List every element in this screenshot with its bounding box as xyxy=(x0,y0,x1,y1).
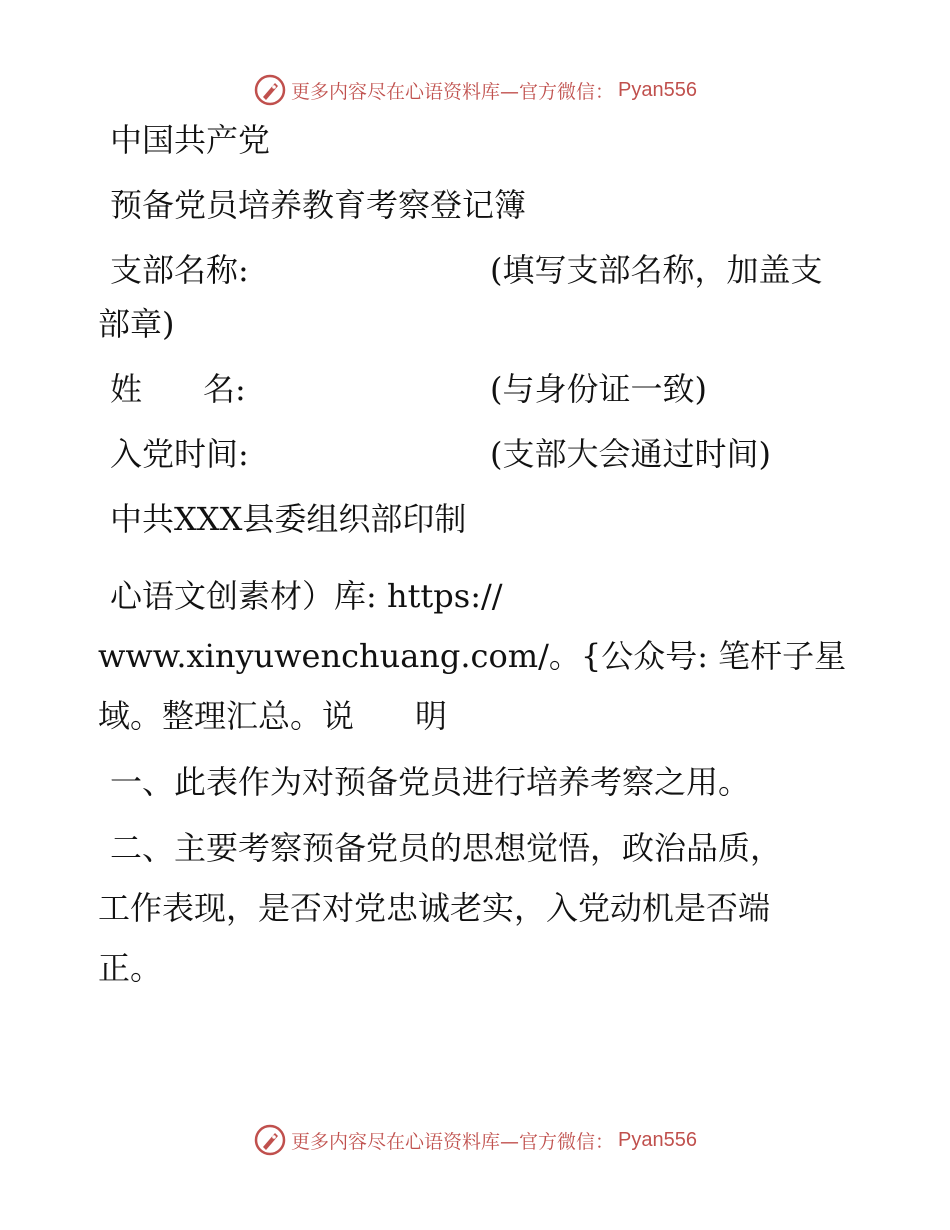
document-title: 预备党员培养教育考察登记簿 xyxy=(110,185,527,224)
pen-nib-icon xyxy=(253,1123,287,1157)
ad-block xyxy=(98,566,858,746)
banner-text: 更多内容尽在心语资料库—官方微信： xyxy=(291,1130,615,1153)
field-branch xyxy=(98,252,858,289)
issuer: 中共XXX县委组织部印制 xyxy=(110,499,467,538)
pen-nib-icon xyxy=(253,73,287,107)
note-2 xyxy=(98,818,858,998)
field-branch-label: 支部名称: xyxy=(110,250,249,289)
field-branch-hint-cont: 部章) xyxy=(98,305,175,344)
ad-line-3: 域。整理汇总。说 明 xyxy=(98,696,448,735)
field-join-date-hint: (支部大会通过时间) xyxy=(490,434,771,473)
field-name-label: 姓 名: xyxy=(110,370,246,409)
banner-text: 更多内容尽在心语资料库—官方微信： xyxy=(291,80,615,103)
note-2-line-3: 正。 xyxy=(98,949,163,988)
field-name-hint: (与身份证一致) xyxy=(490,370,707,409)
wechat-id: Pyan556 xyxy=(618,1128,697,1151)
field-join-date-label: 入党时间: xyxy=(110,434,249,473)
note-1: 一、此表作为对预备党员进行培养考察之用。 xyxy=(110,762,751,801)
note-2-line-2: 工作表现，是否对党忠诚老实，入党动机是否端 xyxy=(98,889,771,928)
field-name xyxy=(98,371,858,408)
party-name: 中国共产党 xyxy=(110,121,271,159)
footer-banner xyxy=(0,1120,950,1160)
document-body xyxy=(98,122,858,998)
ad-line-1: 心语文创素材）库: https:// xyxy=(110,576,503,615)
field-join-date xyxy=(98,436,858,473)
header-banner xyxy=(0,70,950,110)
wechat-id: Pyan556 xyxy=(618,78,697,101)
note-2-line-1: 二、主要考察预备党员的思想觉悟，政治品质， xyxy=(110,829,783,868)
field-branch-hint: (填写支部名称，加盖支 xyxy=(490,250,823,289)
ad-line-2: www.xinyuwenchuang.com/。{公众号: 笔杆子星 xyxy=(98,636,847,675)
